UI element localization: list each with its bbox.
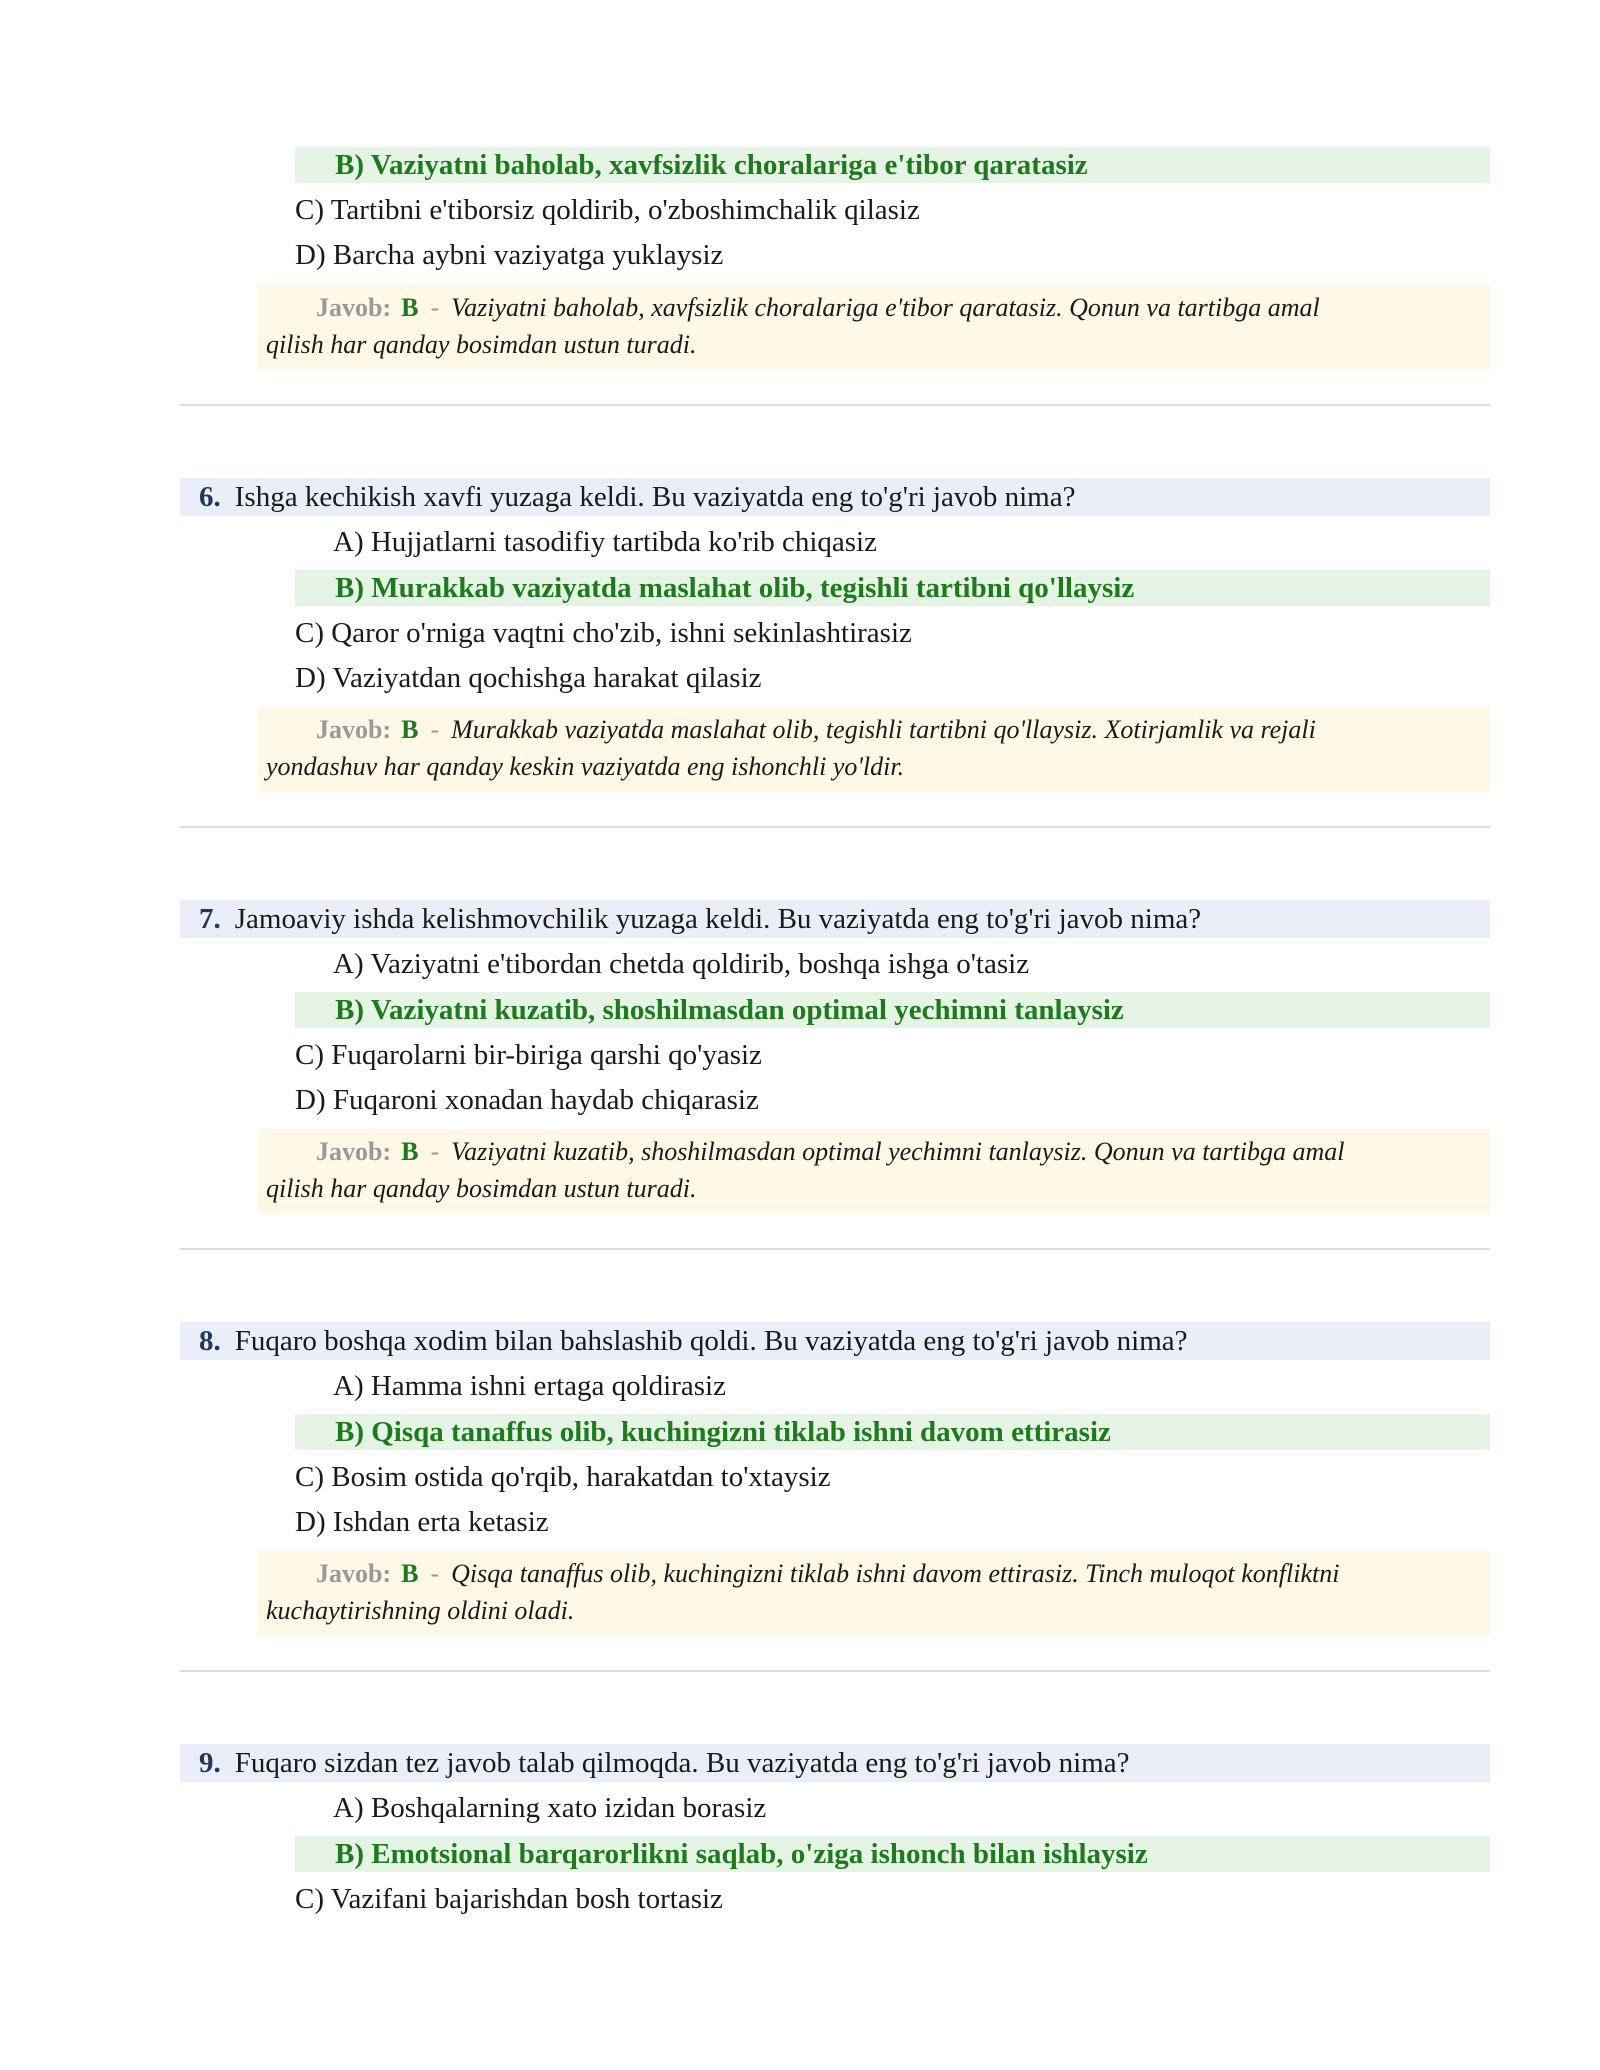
option: A) Vaziyatni e'tibordan chetda qoldirib, boshqa ishga o'tasiz — [333, 948, 1030, 980]
answer-explanation: Vaziyatni kuzatib, shoshilmasdan optimal yechimni tanlaysiz. Qonun va tartibga amal — [451, 1137, 1345, 1166]
option-correct: B) Vaziyatni kuzatib, shoshilmasdan optimal yechimni tanlaysiz — [295, 992, 1490, 1028]
answer-explanation: Murakkab vaziyatda maslahat olib, tegishli tartibni qo'llaysiz. Xotirjamlik va rejali — [451, 715, 1316, 744]
option: A) Hujjatlarni tasodifiy tartibda ko'rib chiqasiz — [333, 526, 877, 558]
answer-box — [258, 285, 1490, 369]
option: C) Vazifani bajarishdan bosh tortasiz — [295, 1883, 723, 1915]
option: D) Vaziyatdan qochishga harakat qilasiz — [295, 662, 762, 694]
answer-dash: - — [430, 1559, 440, 1588]
option: C) Tartibni e'tiborsiz qoldirib, o'zboshimchalik qilasiz — [295, 194, 920, 226]
answer-box — [258, 707, 1490, 791]
answer-explanation-cont: kuchaytirishning oldini oladi. — [266, 1596, 575, 1625]
option: A) Hamma ishni ertaga qoldirasiz — [333, 1370, 726, 1402]
question-number: 7. — [199, 903, 221, 935]
question-number: 8. — [199, 1325, 221, 1357]
answer-label: Javob: — [316, 1559, 392, 1588]
answer-letter: B — [401, 1137, 419, 1166]
divider — [180, 826, 1490, 828]
option-correct: B) Vaziyatni baholab, xavfsizlik choralariga e'tibor qaratasiz — [295, 147, 1490, 183]
divider — [180, 404, 1490, 406]
question-6 — [180, 478, 1490, 516]
question-text: Fuqaro boshqa xodim bilan bahslashib qoldi. Bu vaziyatda eng to'g'ri javob nima? — [234, 1325, 1188, 1357]
option-correct: B) Emotsional barqarorlikni saqlab, o'ziga ishonch bilan ishlaysiz — [295, 1836, 1490, 1872]
option: D) Barcha aybni vaziyatga yuklaysiz — [295, 239, 724, 271]
answer-box — [258, 1551, 1490, 1635]
option: D) Ishdan erta ketasiz — [295, 1506, 549, 1538]
question-7 — [180, 900, 1490, 938]
option-correct: B) Qisqa tanaffus olib, kuchingizni tiklab ishni davom ettirasiz — [295, 1414, 1490, 1450]
answer-label: Javob: — [316, 715, 392, 744]
answer-letter: B — [401, 1559, 419, 1588]
answer-explanation: Qisqa tanaffus olib, kuchingizni tiklab ishni davom ettirasiz. Tinch muloqot konfliktni — [451, 1559, 1340, 1588]
answer-dash: - — [430, 1137, 440, 1166]
option: C) Fuqarolarni bir-biriga qarshi qo'yasiz — [295, 1039, 762, 1071]
answer-explanation-cont: qilish har qanday bosimdan ustun turadi. — [266, 1174, 697, 1203]
answer-dash: - — [430, 715, 440, 744]
question-text: Ishga kechikish xavfi yuzaga keldi. Bu vaziyatda eng to'g'ri javob nima? — [234, 481, 1076, 513]
question-9 — [180, 1744, 1490, 1782]
divider — [180, 1670, 1490, 1672]
answer-explanation-cont: qilish har qanday bosimdan ustun turadi. — [266, 330, 697, 359]
answer-label: Javob: — [316, 293, 392, 322]
answer-dash: - — [430, 293, 440, 322]
option: C) Bosim ostida qo'rqib, harakatdan to'xtaysiz — [295, 1461, 831, 1493]
answer-letter: B — [401, 715, 419, 744]
answer-box — [258, 1129, 1490, 1213]
answer-label: Javob: — [316, 1137, 392, 1166]
option: A) Boshqalarning xato izidan borasiz — [333, 1792, 767, 1824]
answer-explanation: Vaziyatni baholab, xavfsizlik choralariga e'tibor qaratasiz. Qonun va tartibga amal — [451, 293, 1320, 322]
option: D) Fuqaroni xonadan haydab chiqarasiz — [295, 1084, 759, 1116]
question-8 — [180, 1322, 1490, 1360]
divider — [180, 1248, 1490, 1250]
question-number: 6. — [199, 481, 221, 513]
option-correct: B) Murakkab vaziyatda maslahat olib, tegishli tartibni qo'llaysiz — [295, 570, 1490, 606]
answer-letter: B — [401, 293, 419, 322]
question-text: Fuqaro sizdan tez javob talab qilmoqda. Bu vaziyatda eng to'g'ri javob nima? — [234, 1747, 1130, 1779]
answer-explanation-cont: yondashuv har qanday keskin vaziyatda eng ishonchli yo'ldir. — [266, 752, 905, 781]
option: C) Qaror o'rniga vaqtni cho'zib, ishni sekinlashtirasiz — [295, 617, 912, 649]
question-number: 9. — [199, 1747, 221, 1779]
question-text: Jamoaviy ishda kelishmovchilik yuzaga keldi. Bu vaziyatda eng to'g'ri javob nima? — [234, 903, 1202, 935]
